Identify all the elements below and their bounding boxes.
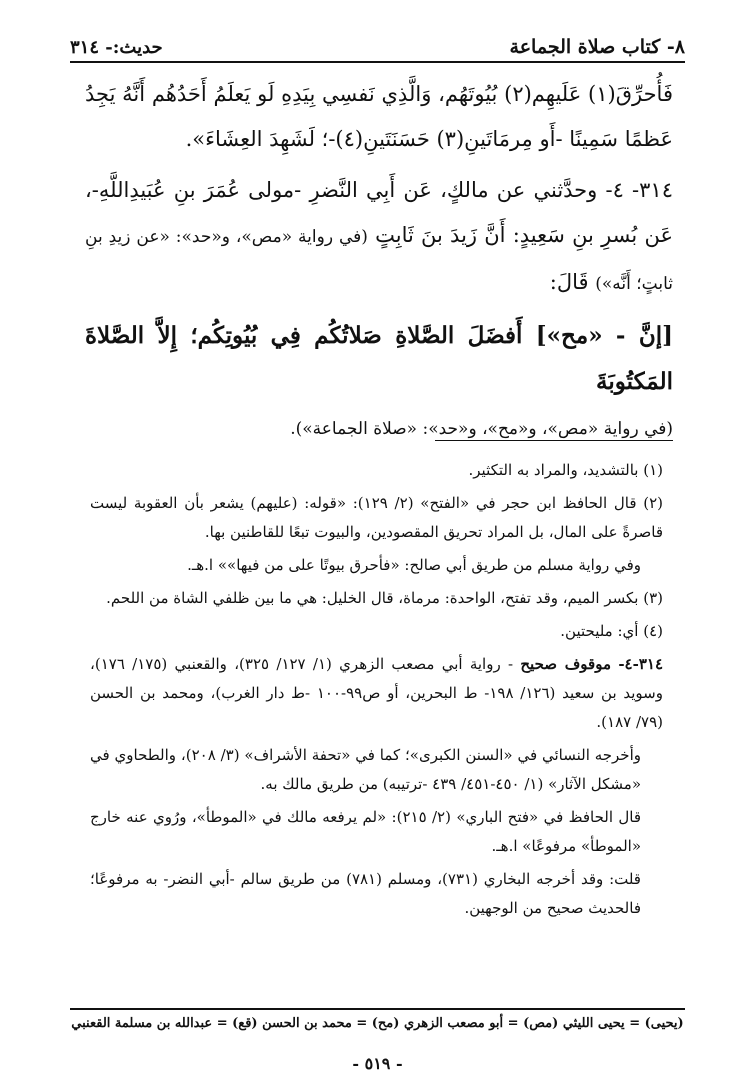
page-number: - ٥١٩ - xyxy=(352,1054,403,1073)
footnote-separator xyxy=(435,440,673,441)
takhrij-paragraph-2: وأخرجه النسائي في «السنن الكبرى»؛ كما في «تحفة الأشراف» (٣/ ٢٠٨)، والطحاوي في «مشكل الآثار» (١/ ٤٥٠-٤٥١/ ٤٣٩ -ترتيبه) من طريق مالك به. xyxy=(90,746,641,793)
hadith-text: [إنَّ - «مح»] أَفضَلَ الصَّلاةِ صَلاتُكُم فِي بُيُوتِكُم؛ إِلاَّ الصَّلاةَ المَكتُوبَةَ xyxy=(85,322,673,395)
hadith-chain: ٣١٤- ٤- وحدَّثني عن مالكٍ، عَن أَبِي النَّضرِ -مولى عُمَرَ بنِ عُبَيدِاللَّهِ-، عَن بُسرِ بنِ سَعِيدٍ: أَنَّ زَيدَ بنَ ثَابِتٍ xyxy=(85,178,673,247)
footnote-3: (٣) بكسر الميم، وقد تفتح، الواحدة: مرماة، قال الخليل: هي ما بين ظلفي الشاة من اللحم. xyxy=(106,589,663,607)
takhrij-paragraph-4: قلت: وقد أخرجه البخاري (٧٣١)، ومسلم (٧٨١) من طريق سالم -أبي النضر- به مرفوعًا؛ فالحديث صحيح من الوجهين. xyxy=(90,870,641,917)
takhrij-paragraph-1 xyxy=(90,650,663,737)
running-header xyxy=(70,28,685,63)
grading-label: موقوف صحيح xyxy=(520,655,612,673)
footnote-1: (١) بالتشديد، والمراد به التكثير. xyxy=(468,461,663,479)
chapter-title: ٨- كتاب صلاة الجماعة xyxy=(509,36,685,58)
abbreviation-legend: (يحيى) = يحيى الليثي (مص) = أبو مصعب الزهري (مح) = محمد بن الحسن (قع) = عبدالله بن مسلمة القعنبي xyxy=(70,1008,685,1031)
takhrij-paragraph-3: قال الحافظ في «فتح الباري» (٢/ ٢١٥): «لم يرفعه مالك في «الموطأ»، ورُوي عنه خارج «الموطأ» مرفوعًا» ا.هـ. xyxy=(90,808,641,855)
takhrij-number: ٣١٤-٤- xyxy=(618,655,664,673)
said-word: قَالَ: xyxy=(549,270,589,294)
footnotes xyxy=(90,456,663,927)
footnote-2-continued: وفي رواية مسلم من طريق أبي صالح: «فأحرق بيوتًا على من فيها»» ا.هـ. xyxy=(187,556,641,574)
hadith-reference: حديث:- ٣١٤ xyxy=(70,37,163,58)
main-paragraph-3 xyxy=(85,313,673,452)
variant-note-2: (في رواية «مص»، و«مح»، و«حد»: «صلاة الجماعة»). xyxy=(290,419,673,439)
variant-note: (في رواية «مص»، و«حد»: «عن زيدِ بنِ ثابتٍ؛ أَنَّه») xyxy=(85,227,673,294)
footnote-4: (٤) أي: مليحتين. xyxy=(560,622,663,640)
main-paragraph-1: فَأُحرِّقَ(١) عَلَيهِم(٢) بُيُوتَهُم، وَالَّذِي نَفسِي بِيَدِهِ لَو يَعلَمُ أَحَدُهُم أَنَّهُ يَجِدُ عَظمًا سَمِينًا -أَو مِرمَاتَينِ(٣) حَسَنَتَينِ(٤)-؛ لَشَهِدَ العِشَاءَ». xyxy=(85,82,673,151)
main-text xyxy=(85,72,673,458)
footnote-2: (٢) قال الحافظ ابن حجر في «الفتح» (٢/ ١٢٩): «قوله: (عليهم) يشعر بأن العقوبة ليست قاصرةً على المال، بل المراد تحريق المقصودين، والبيوت تبعًا للقاطنين بها. xyxy=(90,494,664,541)
takhrij-sources: - رواية أبي مصعب الزهري (١/ ١٢٧/ ٣٢٥)، والقعنبي (١٧٥/ ١٧٦)، وسويد بن سعيد (١٢٦/ ١٩٨- ط البحرين، أو ص٩٩-١٠٠ -ط دار الغرب)، ومحمد بن الحسن (٧٩/ ١٨٧). xyxy=(90,655,663,731)
main-paragraph-2 xyxy=(85,168,673,307)
